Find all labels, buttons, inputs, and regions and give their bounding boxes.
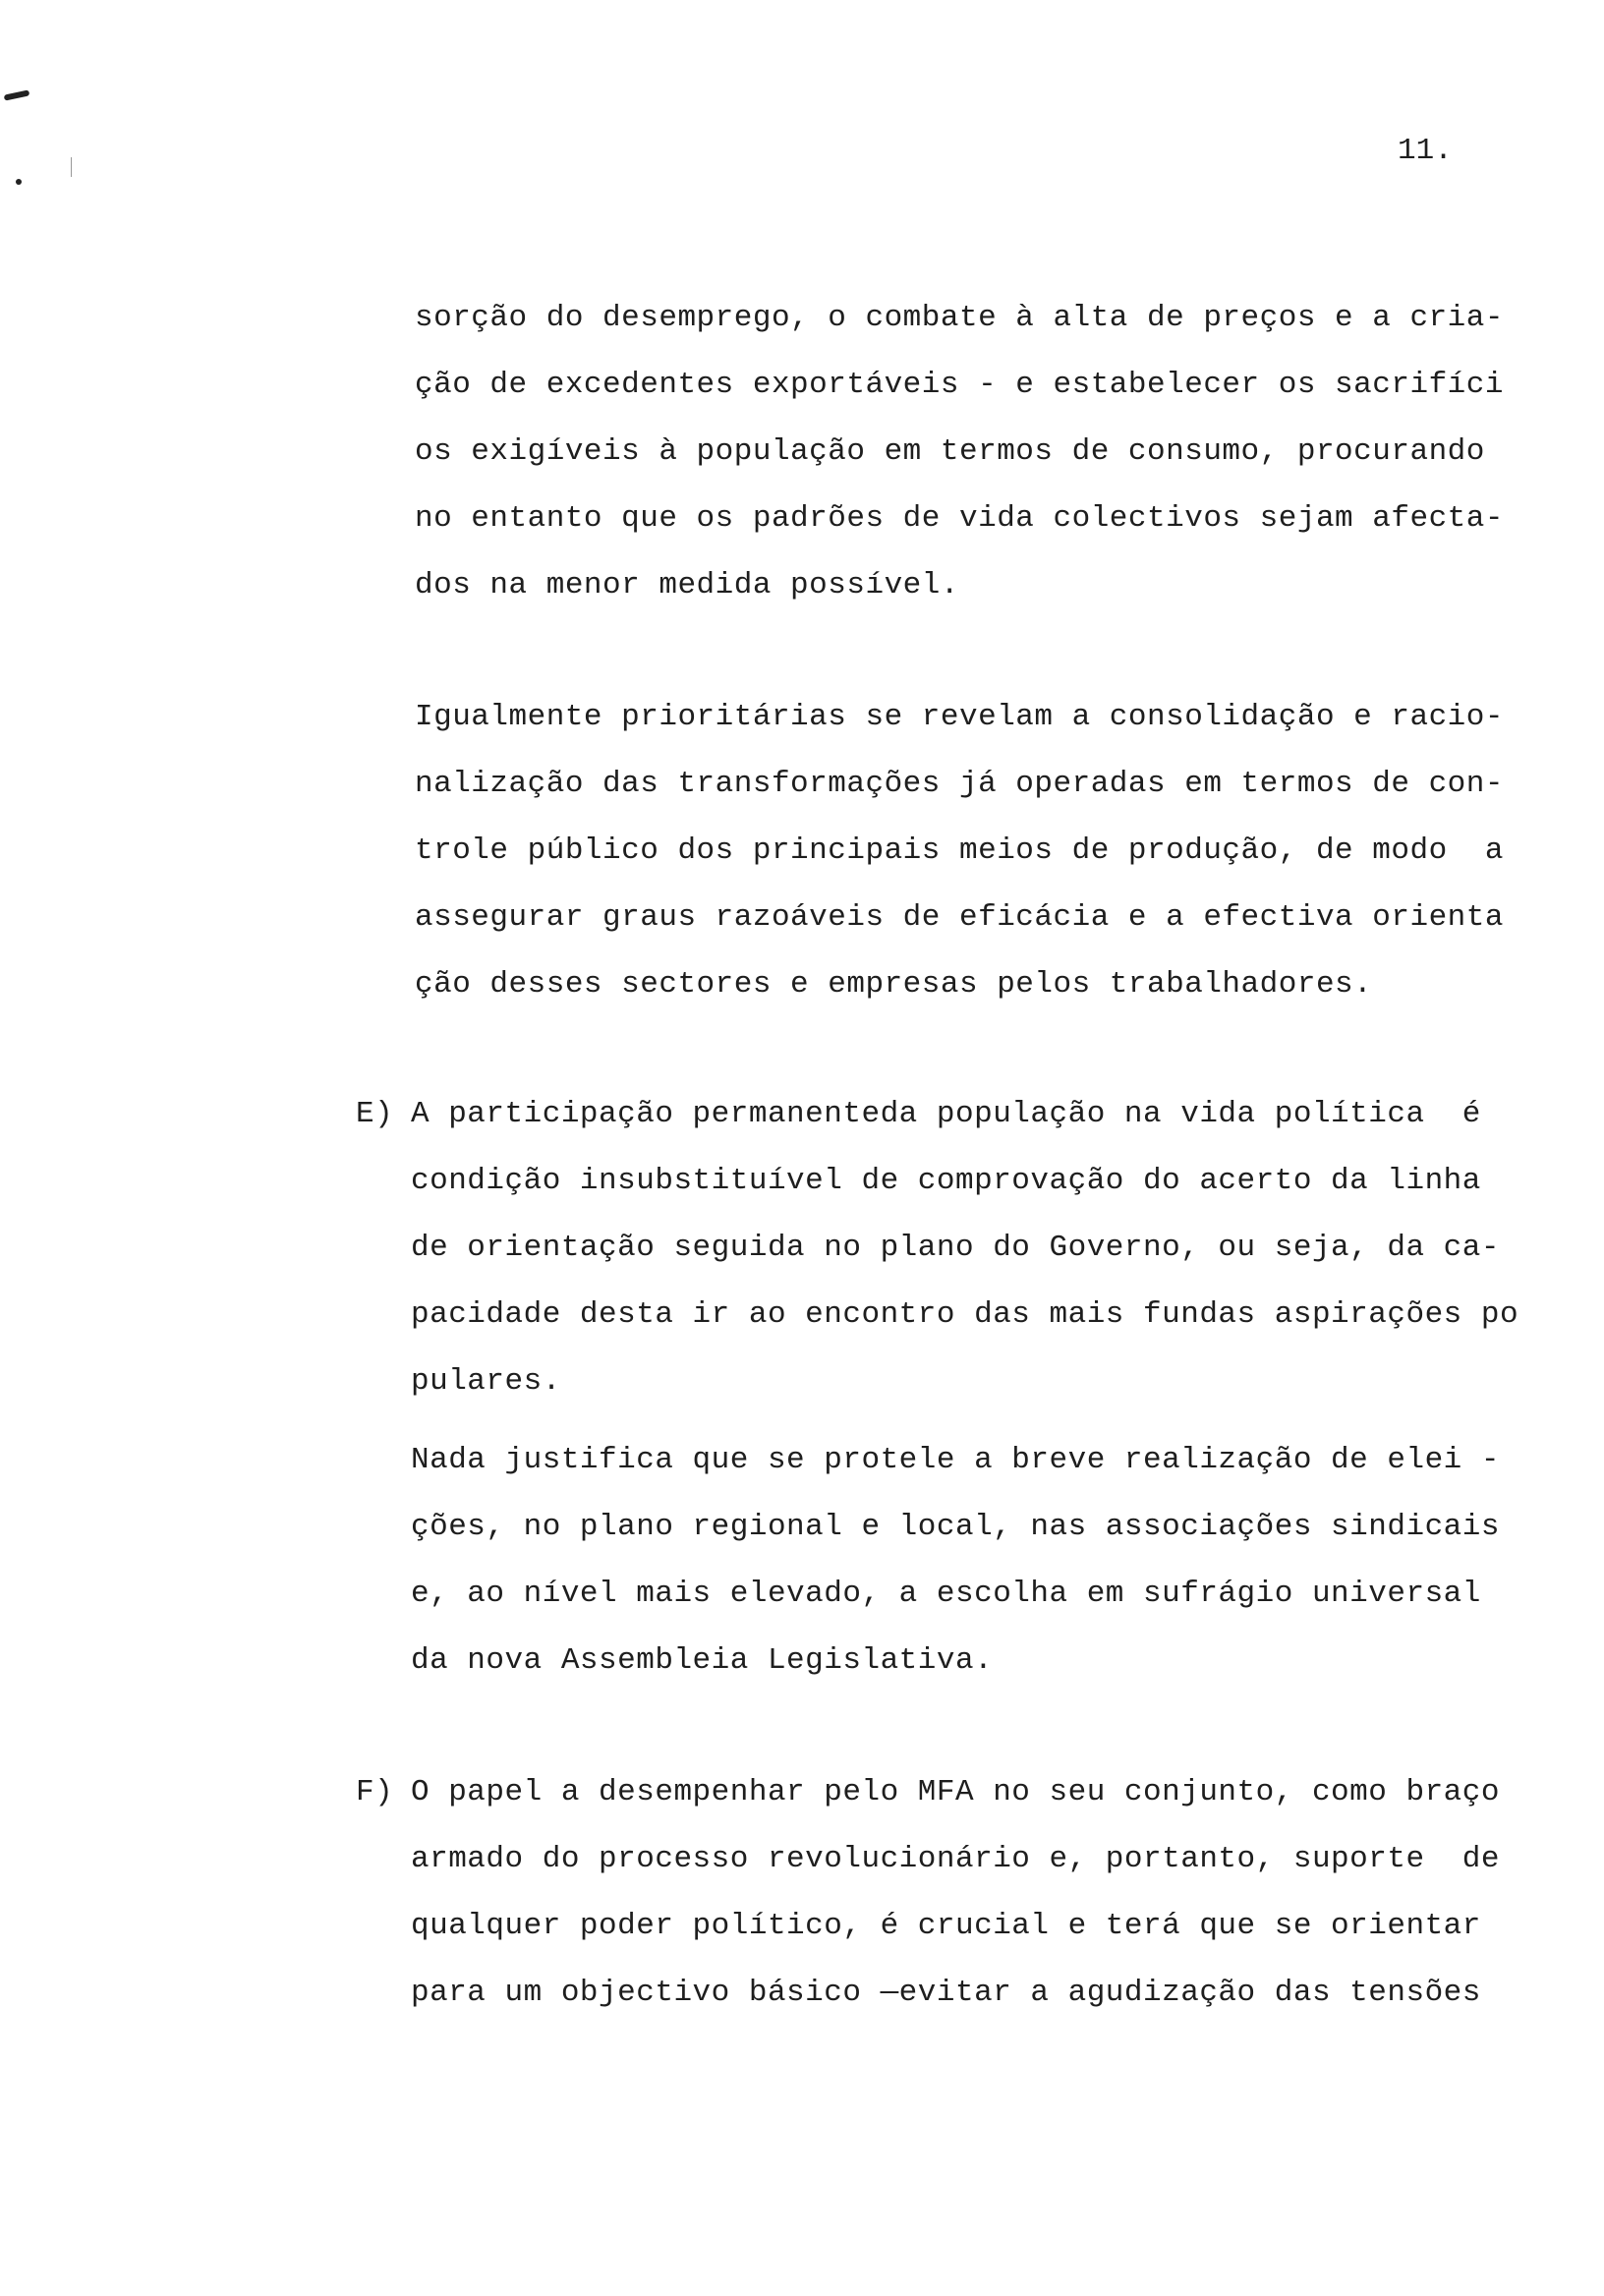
text-line: nalização das transformações já operadas em termos de con- — [415, 767, 1504, 801]
text-line: qualquer poder político, é crucial e terá que se orientar — [411, 1909, 1481, 1943]
section-marker: F) — [356, 1775, 394, 1809]
text-line: armado do processo revolucionário e, portanto, suporte de — [411, 1842, 1500, 1876]
text-line: condição insubstituível de comprovação do acerto da linha — [411, 1164, 1481, 1198]
section-marker: E) — [356, 1097, 394, 1131]
text-line: ções, no plano regional e local, nas associações sindicais — [411, 1510, 1500, 1544]
text-line: Igualmente prioritárias se revelam a consolidação e racio- — [415, 700, 1504, 734]
text-line: trole público dos principais meios de produção, de modo a — [415, 833, 1504, 868]
page-number: 11. — [1398, 134, 1453, 168]
text-line: ção de excedentes exportáveis - e estabelecer os sacrifíci — [415, 368, 1504, 402]
text-line: no entanto que os padrões de vida colectivos sejam afecta- — [415, 501, 1504, 536]
text-line: e, ao nível mais elevado, a escolha em sufrágio universal — [411, 1577, 1481, 1611]
text-line: da nova Assembleia Legislativa. — [411, 1643, 994, 1678]
scan-artifact — [4, 89, 30, 100]
text-line: os exigíveis à população em termos de consumo, procurando — [415, 434, 1485, 469]
text-line: A participação permanenteda população na vida política é — [411, 1097, 1481, 1131]
text-line: pacidade desta ir ao encontro das mais fundas aspirações po — [411, 1297, 1519, 1332]
text-line: pulares. — [411, 1364, 561, 1399]
text-line: dos na menor medida possível. — [415, 568, 959, 603]
text-line: sorção do desemprego, o combate à alta de preços e a cria- — [415, 301, 1504, 335]
text-line: Nada justifica que se protele a breve realização de elei - — [411, 1443, 1500, 1477]
text-line: O papel a desempenhar pelo MFA no seu conjunto, como braço — [411, 1775, 1500, 1809]
text-line: de orientação seguida no plano do Governo, ou seja, da ca- — [411, 1231, 1500, 1265]
scan-artifact — [71, 157, 72, 177]
text-line: assegurar graus razoáveis de eficácia e a efectiva orienta — [415, 900, 1504, 935]
text-line: ção desses sectores e empresas pelos trabalhadores. — [415, 967, 1373, 1002]
text-line: para um objectivo básico —evitar a agudização das tensões — [411, 1976, 1481, 2010]
scan-artifact — [16, 179, 22, 185]
